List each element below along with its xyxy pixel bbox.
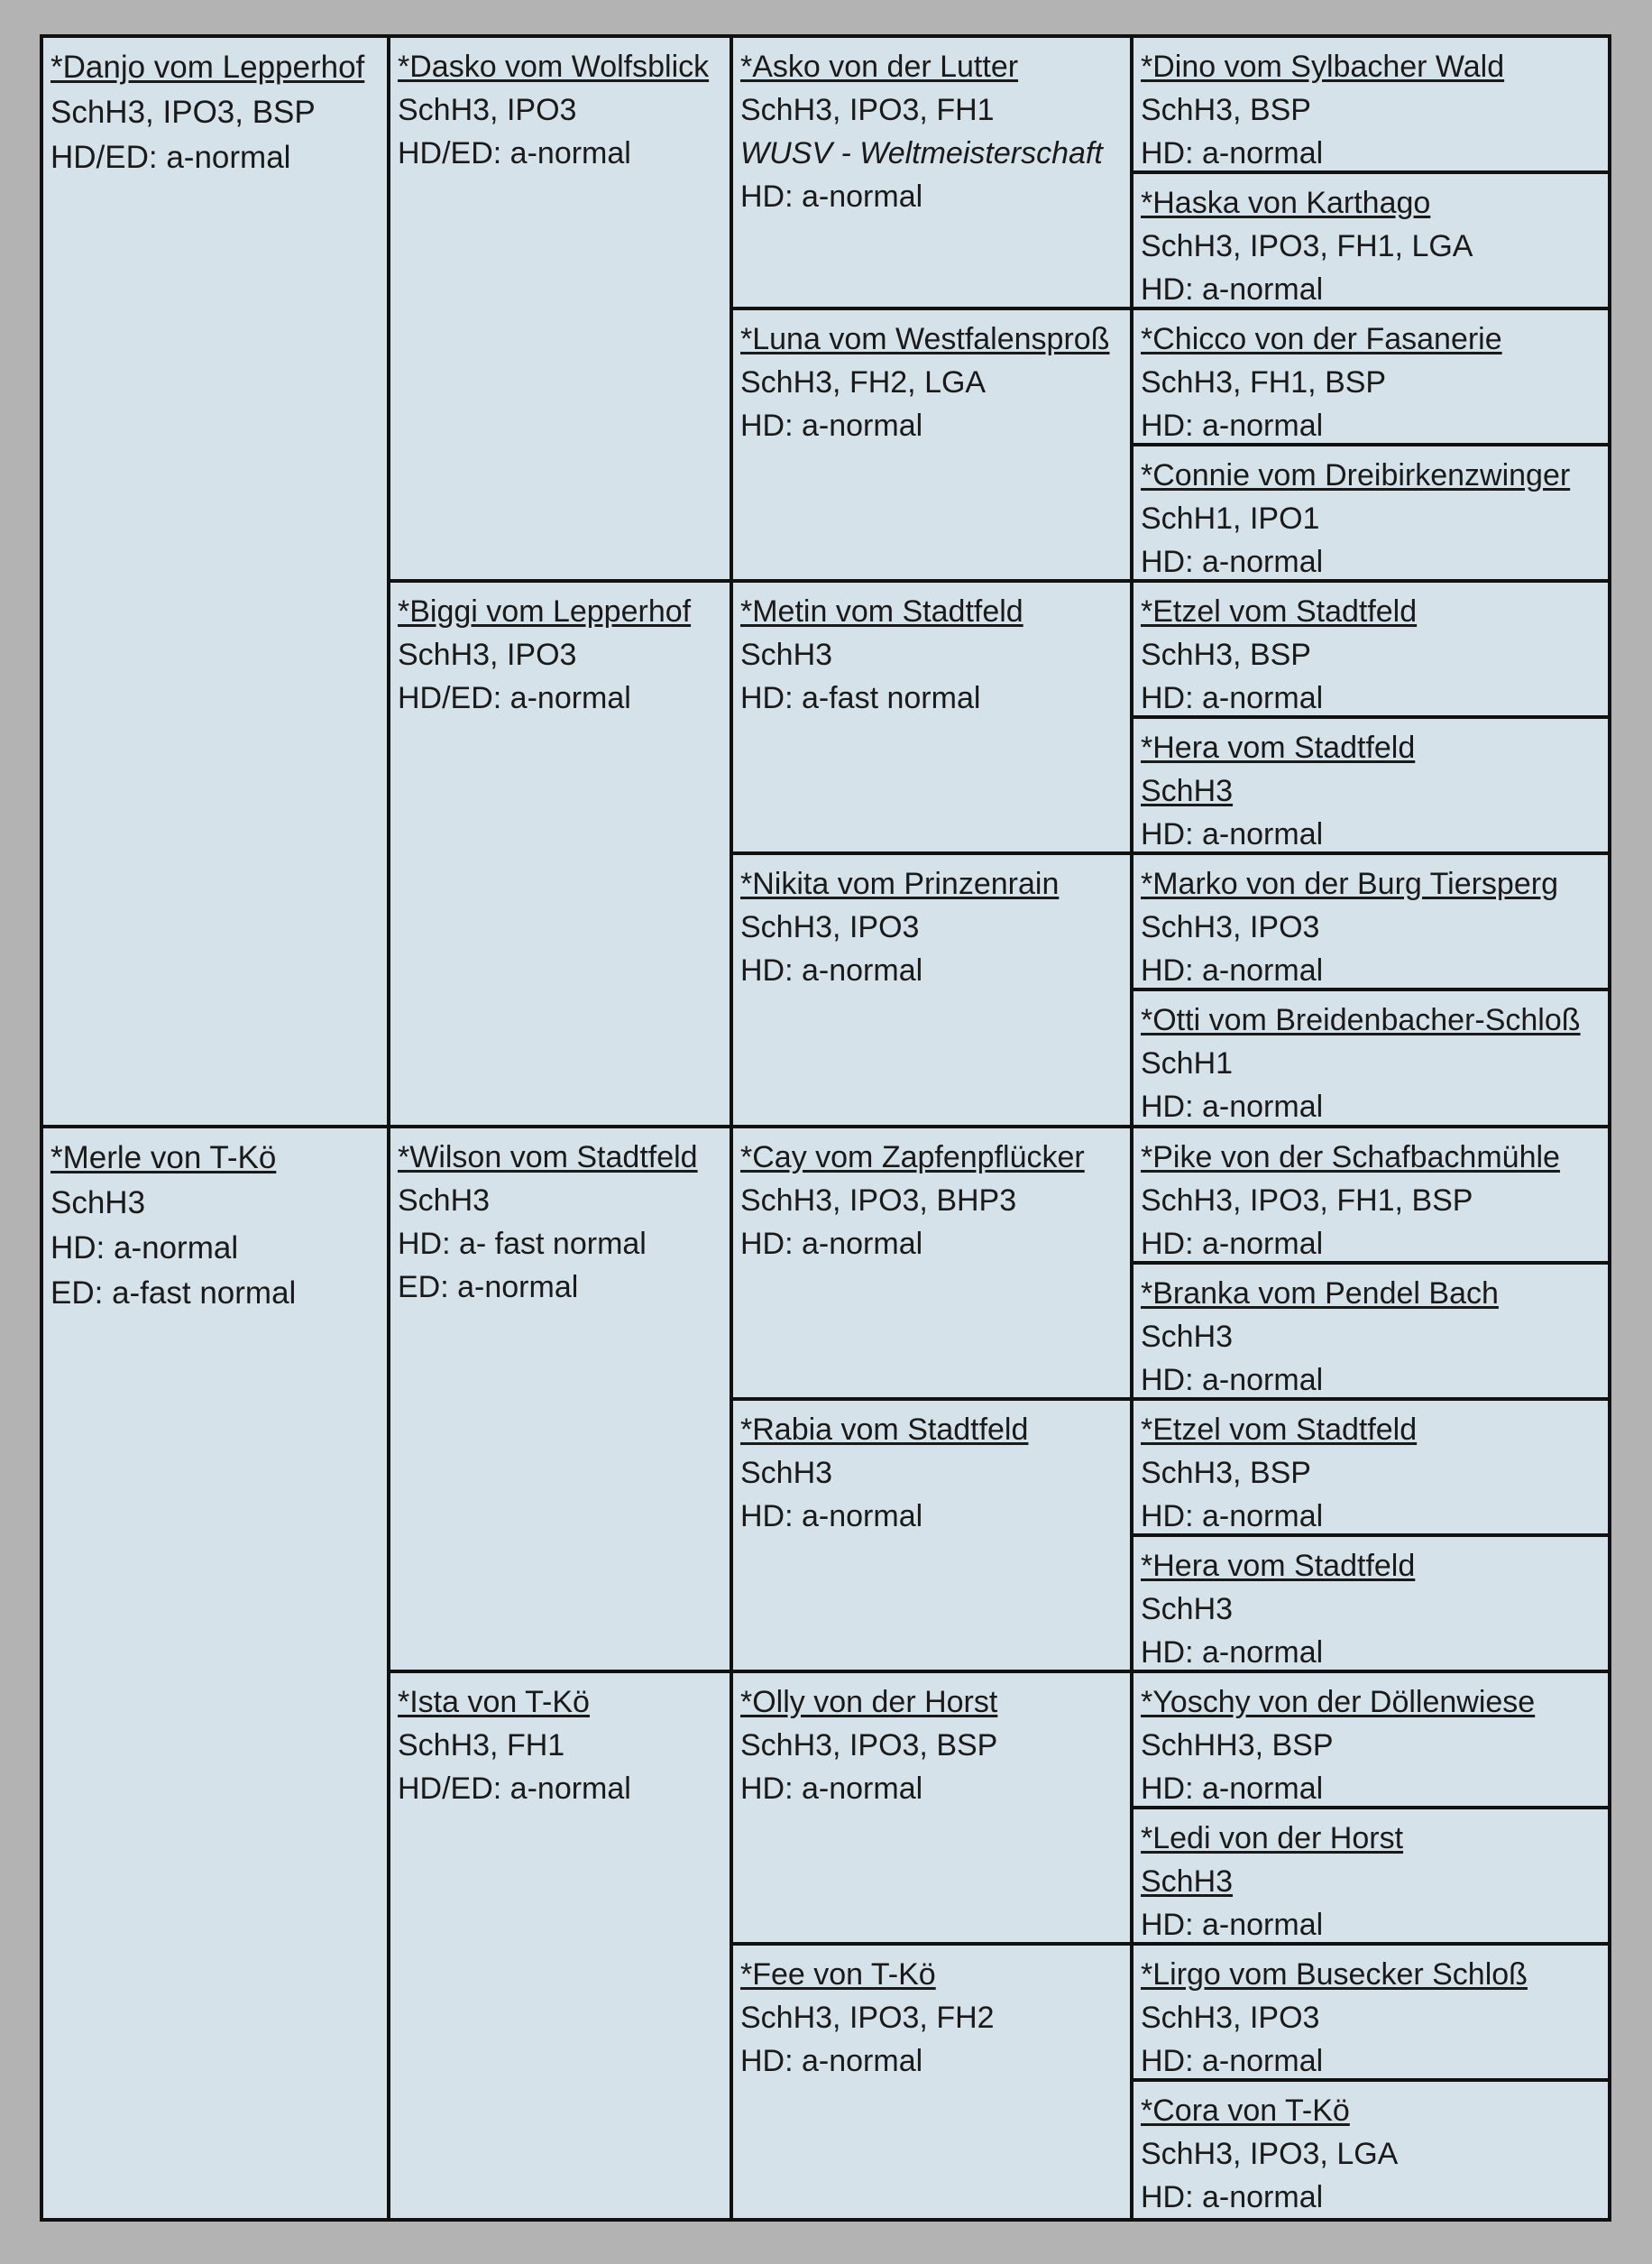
dog-health: HD: a-normal [740,179,923,214]
dog-titles: SchH3, BSP [1141,1455,1311,1490]
dam-dam-cell [390,1673,733,2218]
dog-health: HD: a-normal [740,1771,923,1806]
dog-health: HD: a-normal [740,953,923,989]
dog-titles: SchH3, IPO3, BSP [50,95,316,130]
dog-health: HD: a-normal [1141,1090,1324,1125]
dog-health: HD: a-normal [740,2043,923,2078]
dog-titles: SchH3, FH2, LGA [740,365,987,400]
dog-name: *Asko von der Lutter [740,50,1019,84]
dog-titles: SchH3 [740,1455,833,1490]
dog-health: HD/ED: a-normal [398,136,631,170]
gen4-cell [1133,1809,1608,1946]
dog-titles: SchH3, IPO3, LGA [1141,2136,1399,2171]
dog-health: HD/ED: a-normal [398,1771,631,1806]
dog-titles: SchH3 [398,1183,491,1218]
dog-name: *Chicco von der Fasanerie [1141,322,1502,357]
dog-health: HD: a-normal [1141,1226,1324,1261]
sss-cell [733,38,1133,310]
dog-titles: SchH3, FH1, BSP [1141,365,1387,400]
dog-health: HD: a-normal [50,1229,239,1265]
dog-health: HD: a-normal [1141,1634,1324,1670]
dog-name: *Olly von der Horst [740,1684,998,1719]
dog-titles: SchH3 [1141,1319,1234,1354]
dog-name: *Dino vom Sylbacher Wald [1141,50,1505,84]
dog-health: HD: a-normal [1141,409,1324,444]
dog-health: HD: a-fast normal [740,681,981,716]
dog-name: *Connie vom Dreibirkenzwinger [1141,458,1571,493]
dog-name: *Etzel vom Stadtfeld [1141,1412,1418,1447]
sire-cell [43,38,390,1128]
ddd-cell [733,1946,1133,2218]
gen4-cell [1133,1946,1608,2082]
dog-achievement: WUSV - Weltmeisterschaft [740,136,1103,170]
sire-dam-cell [390,583,733,1127]
dog-titles: SchH3, IPO3 [398,93,577,127]
dog-name: *Marko von der Burg Tiersperg [1141,867,1558,902]
dog-name: *Nikita vom Prinzenrain [740,867,1060,902]
sdd-cell [733,855,1133,1127]
dog-health: HD: a-normal [1141,1362,1324,1397]
ssd-cell [733,310,1133,583]
dog-health: HD: a- fast normal [398,1226,647,1261]
dog-titles: SchH3, FH1 [398,1727,565,1762]
dog-titles: SchH1 [1141,1046,1234,1081]
dog-health: HD: a-normal [1141,681,1324,716]
dog-titles: SchH3 [740,638,833,673]
dog-name: *Ledi von der Horst [1141,1820,1404,1855]
dog-health: HD: a-normal [1141,2179,1324,2214]
gen4-cell [1133,855,1608,991]
dog-titles: SchH3 [1141,1591,1234,1626]
dog-titles: SchH3, IPO3, BHP3 [740,1183,1017,1218]
dog-name: *Pike von der Schafbachmühle [1141,1139,1560,1174]
dog-titles: SchH3, IPO3 [398,638,577,673]
dog-name: *Hera vom Stadtfeld [1141,1548,1416,1583]
dog-titles: SchH1, IPO1 [1141,502,1320,537]
dog-name: *Cora von T-Kö [1141,2093,1350,2128]
gen4-cell [1133,38,1608,174]
dog-name: *Metin vom Stadtfeld [740,594,1023,630]
dog-titles: SchH3, BSP [1141,638,1311,673]
dog-health: HD: a-normal [740,1226,923,1261]
dog-health: HD: a-normal [1141,272,1324,308]
gen4-cell [1133,719,1608,855]
dog-health: HD: a-normal [1141,953,1324,989]
dog-name: *Lirgo vom Busecker Schloß [1141,1956,1528,1992]
dog-titles: SchH3, IPO3 [1141,910,1320,945]
dog-health: HD: a-normal [740,409,923,444]
dog-health: HD/ED: a-normal [50,140,291,175]
dog-titles: SchH3, IPO3, FH1 [740,93,995,127]
gen4-cell [1133,583,1608,719]
sire-sire-cell [390,38,733,583]
dog-name: *Luna vom Westfalensproß [740,322,1110,357]
gen4-cell [1133,1401,1608,1537]
dog-name: *Fee von T-Kö [740,1956,936,1992]
dog-titles: SchH3, IPO3 [1141,2000,1320,2035]
dog-health: HD: a-normal [1141,545,1324,580]
dog-titles: SchH3 [1141,1864,1234,1899]
pedigree-table [40,34,1611,2222]
dog-health: HD/ED: a-normal [398,681,631,716]
dog-name: *Danjo vom Lepperhof [50,50,365,85]
dog-health-ed: ED: a-fast normal [50,1275,297,1311]
dog-name: *Merle von T-Kö [50,1139,277,1175]
dsd-cell [733,1401,1133,1673]
dog-name: *Rabia vom Stadtfeld [740,1412,1029,1447]
dog-titles: SchH3 [50,1184,146,1220]
gen4-cell [1133,1673,1608,1809]
dog-health: HD: a-normal [1141,1498,1324,1533]
dog-name: *Cay vom Zapfenpflücker [740,1139,1085,1174]
dog-titles: SchH3, IPO3, FH1, BSP [1141,1183,1473,1218]
dog-name: *Haska von Karthago [1141,186,1431,221]
dog-health: HD: a-normal [1141,817,1324,852]
sds-cell [733,583,1133,855]
gen4-cell [1133,1128,1608,1265]
dog-name: *Otti vom Breidenbacher-Schloß [1141,1003,1581,1038]
dog-health: HD: a-normal [1141,1907,1324,1942]
dog-name: *Wilson vom Stadtfeld [398,1139,698,1174]
dog-health: HD: a-normal [1141,136,1324,170]
dog-name: *Etzel vom Stadtfeld [1141,594,1418,630]
dds-cell [733,1673,1133,1946]
dog-titles: SchH3, IPO3, FH1, LGA [1141,229,1473,264]
gen4-cell [1133,991,1608,1127]
dam-sire-cell [390,1128,733,1673]
dog-name: *Yoschy von der Döllenwiese [1141,1684,1536,1719]
dog-health-ed: ED: a-normal [398,1269,579,1304]
gen4-cell [1133,1537,1608,1673]
gen4-cell [1133,2082,1608,2218]
dog-name: *Hera vom Stadtfeld [1141,731,1416,766]
gen4-cell [1133,1265,1608,1401]
dog-titles: SchH3 [1141,774,1234,809]
gen4-cell [1133,446,1608,583]
dog-titles: SchH3, IPO3 [740,910,920,945]
dog-health: HD: a-normal [1141,2043,1324,2078]
dog-name: *Branka vom Pendel Bach [1141,1275,1499,1311]
dog-titles: SchH3, IPO3, BSP [740,1727,998,1762]
dog-name: *Biggi vom Lepperhof [398,594,692,630]
dog-health: HD: a-normal [740,1498,923,1533]
dog-name: *Dasko vom Wolfsblick [398,50,710,84]
dam-cell [43,1128,390,2219]
dog-titles: SchHH3, BSP [1141,1727,1334,1762]
gen4-cell [1133,174,1608,310]
dog-health: HD: a-normal [1141,1771,1324,1806]
dog-name: *Ista von T-Kö [398,1684,590,1719]
dss-cell [733,1128,1133,1401]
gen4-cell [1133,310,1608,446]
dog-titles: SchH3, BSP [1141,93,1311,127]
dog-titles: SchH3, IPO3, FH2 [740,2000,995,2035]
